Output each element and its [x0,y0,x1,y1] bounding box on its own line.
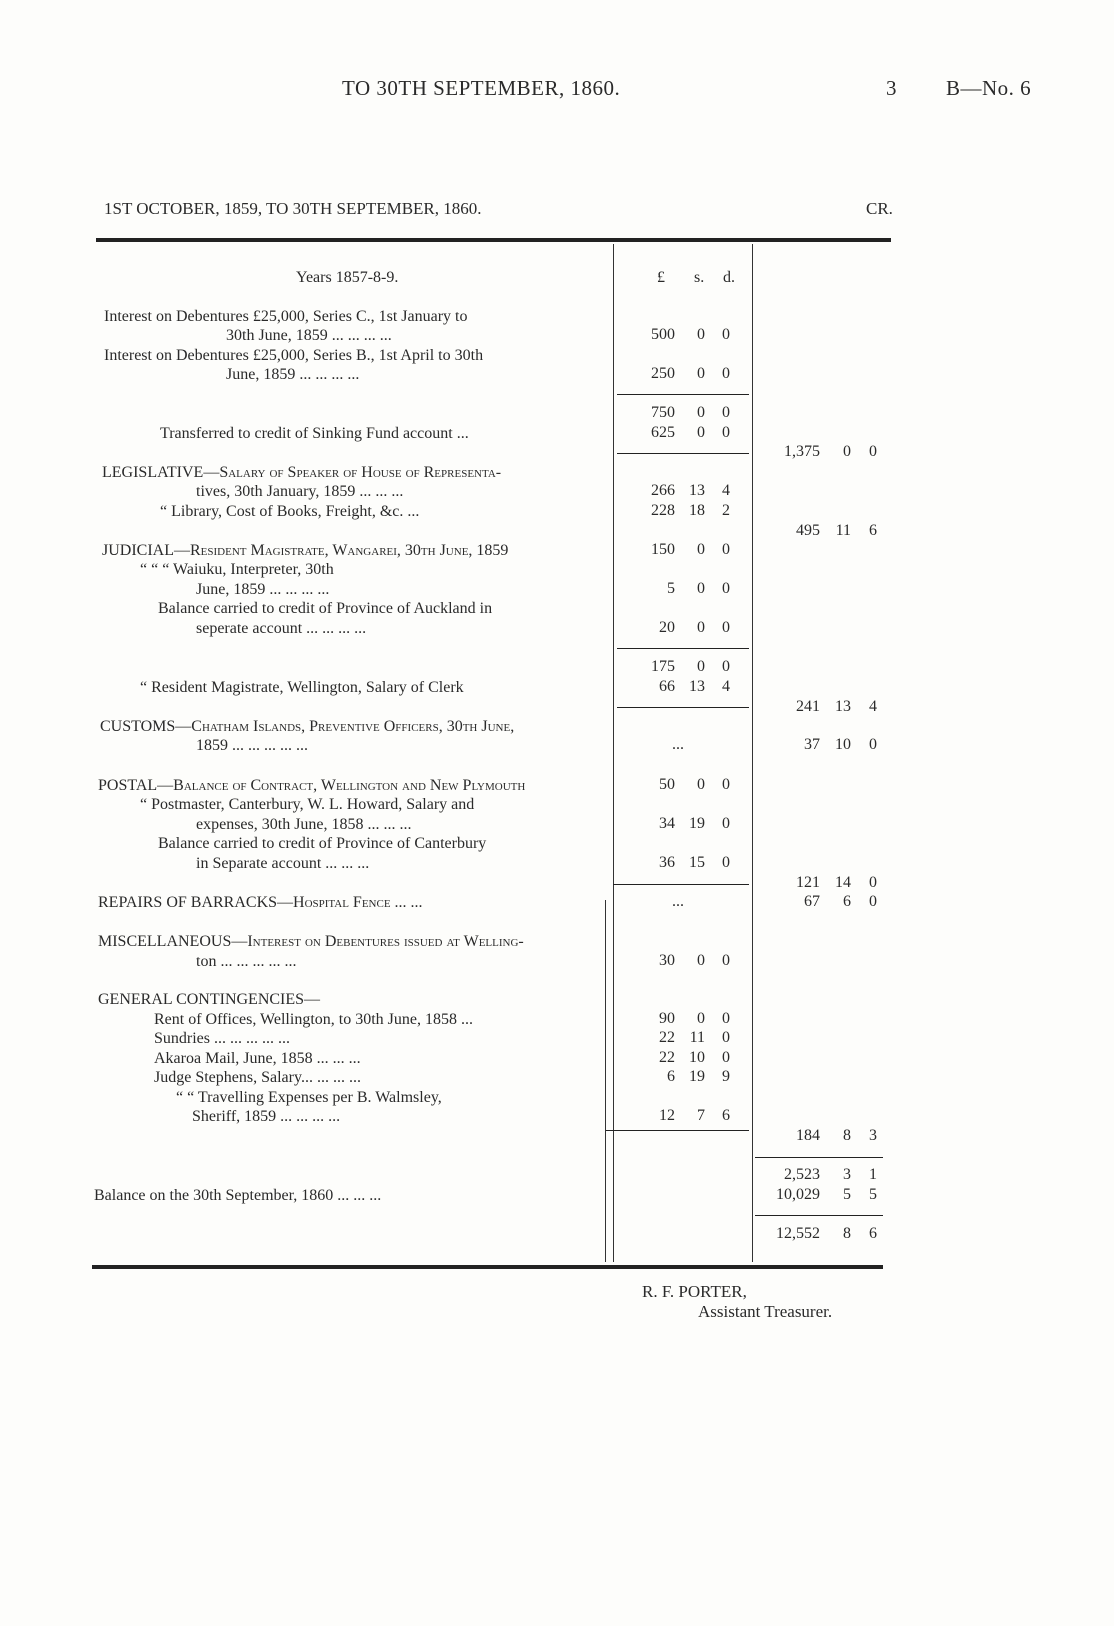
amount-shillings: 0 [697,326,705,343]
account-title: 1ST OCTOBER, 1859, TO 30TH SEPTEMBER, 1860. [104,199,482,218]
pence-head: d. [723,269,735,286]
amount-shillings: 0 [697,580,705,597]
entry-text: tives, 30th January, 1859 ... ... ... [196,483,404,500]
amount-pounds: 228 [651,502,675,519]
amount-shillings: 0 [697,424,705,441]
amount-shillings: 18 [689,502,705,519]
amount-pence: 1 [869,1166,877,1183]
amount-pounds: 150 [651,541,675,558]
amount-pence: 0 [722,541,730,558]
amount-shillings: 13 [689,482,705,499]
top-rule [96,238,891,242]
amount-pence: 9 [722,1068,730,1085]
amount-pence: 0 [722,365,730,382]
running-title: TO 30TH SEPTEMBER, 1860. [342,76,621,100]
amount-shillings: 13 [835,698,851,715]
amount-shillings: 0 [697,952,705,969]
amount-pounds: 266 [651,482,675,499]
amount-pence: 0 [722,404,730,421]
amount-pence: 0 [869,736,877,753]
amount-shillings: 11 [689,1029,705,1046]
amount-pence: 6 [869,1225,877,1242]
subtotal-rule [617,394,749,395]
bottom-rule [92,1265,883,1269]
amount-pounds: 121 [796,874,820,891]
entry-text: “ Library, Cost of Books, Freight, &c. ... [160,503,420,520]
amount-pence: 0 [722,1010,730,1027]
amount-shillings: 0 [697,658,705,675]
amount-pounds: 2,523 [784,1166,820,1183]
amount-shillings: 14 [835,874,851,891]
amount-shillings: 0 [843,443,851,460]
amount-pounds: 30 [659,952,675,969]
entry-text: ton ... ... ... ... ... [196,953,297,970]
amount-pence: 0 [722,1029,730,1046]
entry-text: Interest on Debentures £25,000, Series C., 1st January to [104,308,468,325]
amount-pence: 0 [869,443,877,460]
entry-text: Transferred to credit of Sinking Fund account ... [160,425,469,442]
amount-dots: ... [672,893,684,910]
amount-pounds: 184 [796,1127,820,1144]
entry-text: Sheriff, 1859 ... ... ... ... [192,1108,341,1125]
entry-text: MISCELLANEOUS—Interest on Debentures issued at Welling- [98,933,524,950]
amount-pence: 0 [722,658,730,675]
entry-text: Akaroa Mail, June, 1858 ... ... ... [154,1050,361,1067]
entry-text: Balance carried to credit of Province of Canterbury [158,835,487,852]
amount-pounds: 66 [659,678,675,695]
amount-pounds: 67 [804,893,820,910]
amount-shillings: 11 [835,522,851,539]
amount-pence: 3 [869,1127,877,1144]
amount-pounds: 12,552 [776,1225,820,1242]
signatory-title: Assistant Treasurer. [698,1302,833,1321]
total-rule [755,1215,883,1216]
amount-pounds: 5 [667,580,675,597]
amount-pence: 0 [722,854,730,871]
entry-text: Interest on Debentures £25,000, Series B., 1st April to 30th [104,347,484,364]
entry-text: “ “ Travelling Expenses per B. Walmsley, [176,1089,442,1106]
pounds-head: £ [657,269,665,286]
amount-shillings: 19 [689,1068,705,1085]
amount-pence: 0 [722,776,730,793]
amount-shillings: 0 [697,619,705,636]
amount-pounds: 10,029 [776,1186,820,1203]
amount-shillings: 0 [697,776,705,793]
amount-pence: 0 [722,619,730,636]
subtotal-rule [617,453,749,454]
amount-pounds: 90 [659,1010,675,1027]
amount-pence: 0 [722,815,730,832]
entry-text: “ Postmaster, Canterbury, W. L. Howard, Salary and [140,796,475,813]
credit-side-label: CR. [866,199,893,218]
amount-pounds: 1,375 [784,443,820,460]
entry-text: POSTAL—Balance of Contract, Wellington and New Plymouth [98,777,526,794]
subtotal-rule [613,884,749,885]
amount-shillings: 8 [843,1127,851,1144]
amount-pence: 4 [722,678,730,695]
balance-text: Balance on the 30th September, 1860 ... ... ... [94,1187,382,1204]
shillings-head: s. [694,269,705,286]
entry-text: 30th June, 1859 ... ... ... ... [226,327,392,344]
amount-shillings: 10 [835,736,851,753]
amount-shillings: 3 [843,1166,851,1183]
entry-text: Judge Stephens, Salary... ... ... ... [154,1069,361,1086]
amount-pence: 0 [722,326,730,343]
amount-pence: 0 [722,424,730,441]
amount-pounds: 500 [651,326,675,343]
amount-pounds: 175 [651,658,675,675]
years-heading: Years 1857-8-9. [296,269,399,286]
amount-pence: 0 [869,874,877,891]
entry-text: REPAIRS OF BARRACKS—Hospital Fence ... ... [98,894,423,911]
total-rule [755,1157,883,1158]
amount-pounds: 34 [659,815,675,832]
entry-text: seperate account ... ... ... ... [196,620,367,637]
amount-pounds: 22 [659,1029,675,1046]
entry-text: “ “ “ Waiuku, Interpreter, 30th [140,561,334,578]
amount-shillings: 6 [843,893,851,910]
entry-text: Sundries ... ... ... ... ... [154,1030,290,1047]
amount-pounds: 37 [804,736,820,753]
entry-text: CUSTOMS—Chatham Islands, Preventive Officers, 30th June, [100,718,515,735]
amount-shillings: 5 [843,1186,851,1203]
page-number: 3 [886,76,897,100]
entry-text: LEGISLATIVE—Salary of Speaker of House of Representa- [102,464,502,481]
signatory-name: R. F. PORTER, [642,1282,747,1301]
entry-text: June, 1859 ... ... ... ... [226,366,360,383]
amount-shillings: 15 [689,854,705,871]
entry-text: in Separate account ... ... ... [196,855,370,872]
amount-pounds: 250 [651,365,675,382]
subtotal-rule [606,1130,749,1131]
amount-pence: 0 [722,1049,730,1066]
amount-pence: 6 [722,1107,730,1124]
amount-pounds: 495 [796,522,820,539]
amount-pence: 0 [869,893,877,910]
entry-text: Rent of Offices, Wellington, to 30th June, 1858 ... [154,1011,473,1028]
amount-pounds: 6 [667,1068,675,1085]
entry-text: 1859 ... ... ... ... ... [196,737,308,754]
entry-text: JUDICIAL—Resident Magistrate, Wangarei, 30th June, 1859 [102,542,509,559]
amount-dots: ... [672,736,684,753]
amount-pounds: 20 [659,619,675,636]
amount-shillings: 13 [689,678,705,695]
amount-pence: 6 [869,522,877,539]
subtotal-rule [617,707,749,708]
amount-shillings: 0 [697,1010,705,1027]
amount-pounds: 750 [651,404,675,421]
amount-shillings: 7 [697,1107,705,1124]
amount-pounds: 625 [651,424,675,441]
amount-shillings: 0 [697,541,705,558]
amount-pounds: 50 [659,776,675,793]
amount-pounds: 12 [659,1107,675,1124]
amount-pence: 4 [722,482,730,499]
amount-pence: 0 [722,952,730,969]
amount-pence: 2 [722,502,730,519]
paper-reference: B—No. 6 [946,76,1032,100]
entry-text: expenses, 30th June, 1858 ... ... ... [196,816,412,833]
amount-shillings: 8 [843,1225,851,1242]
amount-pounds: 36 [659,854,675,871]
amount-pence: 0 [722,580,730,597]
amount-shillings: 10 [689,1049,705,1066]
amount-pence: 5 [869,1186,877,1203]
entry-text: June, 1859 ... ... ... ... [196,581,330,598]
amount-pounds: 22 [659,1049,675,1066]
amount-shillings: 0 [697,404,705,421]
entry-text: GENERAL CONTINGENCIES— [98,991,321,1008]
entry-text: Balance carried to credit of Province of Auckland in [158,600,493,617]
amount-shillings: 19 [689,815,705,832]
subtotal-rule [617,648,749,649]
amount-pounds: 241 [796,698,820,715]
amount-shillings: 0 [697,365,705,382]
entry-text: “ Resident Magistrate, Wellington, Salary of Clerk [140,679,464,696]
amount-pence: 4 [869,698,877,715]
